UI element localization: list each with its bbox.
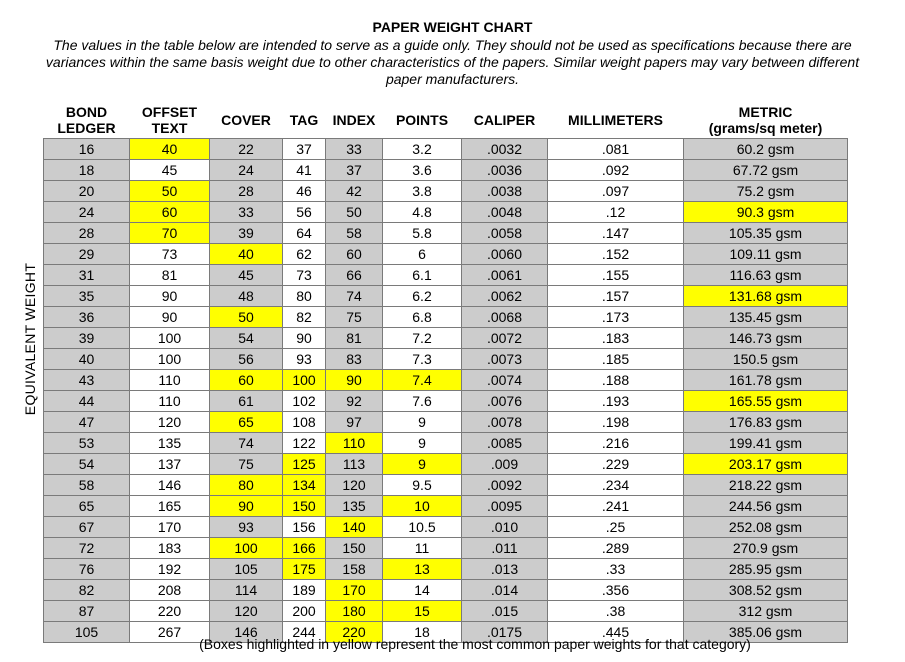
- column-header-millimeters: [548, 101, 684, 139]
- cell-index: 60: [326, 244, 383, 265]
- cell-caliper: .010: [462, 517, 548, 538]
- cell-caliper: .0092: [462, 475, 548, 496]
- chart-title: PAPER WEIGHT CHART: [372, 19, 533, 35]
- cell-caliper: .0038: [462, 181, 548, 202]
- cell-metric: 109.11 gsm: [684, 244, 848, 265]
- equivalent-weight-label: EQUIVALENT WEIGHT: [22, 262, 38, 416]
- cell-millimeters: .185: [548, 349, 684, 370]
- cell-cover: 75: [210, 454, 283, 475]
- cell-metric: 252.08 gsm: [684, 517, 848, 538]
- cell-cover: 65: [210, 412, 283, 433]
- cell-bond: 29: [44, 244, 130, 265]
- cell-offset: 90: [130, 307, 210, 328]
- cell-offset: 90: [130, 286, 210, 307]
- cell-points: 7.2: [383, 328, 462, 349]
- cell-caliper: .0078: [462, 412, 548, 433]
- cell-metric: 67.72 gsm: [684, 160, 848, 181]
- table-row: [44, 349, 848, 370]
- cell-metric: 176.83 gsm: [684, 412, 848, 433]
- cell-tag: 100: [283, 370, 326, 391]
- cell-metric: 75.2 gsm: [684, 181, 848, 202]
- cell-cover: 146: [210, 622, 283, 643]
- cell-index: 37: [326, 160, 383, 181]
- cell-bond: 105: [44, 622, 130, 643]
- column-header-sublabel: LEDGER: [57, 119, 116, 136]
- cell-cover: 22: [210, 139, 283, 160]
- cell-cover: 74: [210, 433, 283, 454]
- cell-points: 9: [383, 454, 462, 475]
- cell-points: 7.4: [383, 370, 462, 391]
- cell-millimeters: .229: [548, 454, 684, 475]
- cell-caliper: .0061: [462, 265, 548, 286]
- cell-bond: 72: [44, 538, 130, 559]
- cell-caliper: .0062: [462, 286, 548, 307]
- cell-cover: 39: [210, 223, 283, 244]
- cell-cover: 61: [210, 391, 283, 412]
- cell-bond: 39: [44, 328, 130, 349]
- cell-metric: 105.35 gsm: [684, 223, 848, 244]
- cell-points: 10.5: [383, 517, 462, 538]
- cell-caliper: .0058: [462, 223, 548, 244]
- cell-points: 10: [383, 496, 462, 517]
- table-row: [44, 160, 848, 181]
- cell-index: 170: [326, 580, 383, 601]
- cell-cover: 56: [210, 349, 283, 370]
- column-header-bond: [44, 101, 130, 139]
- cell-points: 9.5: [383, 475, 462, 496]
- cell-points: 7.6: [383, 391, 462, 412]
- cell-caliper: .0095: [462, 496, 548, 517]
- cell-millimeters: .445: [548, 622, 684, 643]
- column-header-caliper: [462, 101, 548, 139]
- cell-caliper: .0073: [462, 349, 548, 370]
- cell-offset: 135: [130, 433, 210, 454]
- cell-index: 50: [326, 202, 383, 223]
- cell-caliper: .009: [462, 454, 548, 475]
- cell-caliper: .015: [462, 601, 548, 622]
- cell-cover: 50: [210, 307, 283, 328]
- cell-metric: 135.45 gsm: [684, 307, 848, 328]
- cell-millimeters: .188: [548, 370, 684, 391]
- cell-cover: 48: [210, 286, 283, 307]
- cell-tag: 80: [283, 286, 326, 307]
- cell-millimeters: .216: [548, 433, 684, 454]
- cell-tag: 93: [283, 349, 326, 370]
- cell-index: 90: [326, 370, 383, 391]
- cell-index: 158: [326, 559, 383, 580]
- cell-bond: 76: [44, 559, 130, 580]
- table-row: [44, 286, 848, 307]
- cell-bond: 47: [44, 412, 130, 433]
- cell-caliper: .0074: [462, 370, 548, 391]
- cell-caliper: .0076: [462, 391, 548, 412]
- cell-millimeters: .183: [548, 328, 684, 349]
- cell-offset: 137: [130, 454, 210, 475]
- cell-caliper: .0048: [462, 202, 548, 223]
- cell-offset: 70: [130, 223, 210, 244]
- cell-caliper: .0175: [462, 622, 548, 643]
- cell-points: 6.2: [383, 286, 462, 307]
- cell-metric: 244.56 gsm: [684, 496, 848, 517]
- cell-tag: 108: [283, 412, 326, 433]
- cell-bond: 82: [44, 580, 130, 601]
- cell-points: 3.2: [383, 139, 462, 160]
- cell-index: 120: [326, 475, 383, 496]
- cell-millimeters: .38: [548, 601, 684, 622]
- cell-index: 180: [326, 601, 383, 622]
- table-row: [44, 475, 848, 496]
- table-body: [44, 139, 848, 643]
- cell-index: 110: [326, 433, 383, 454]
- cell-tag: 122: [283, 433, 326, 454]
- cell-caliper: .0060: [462, 244, 548, 265]
- cell-millimeters: .152: [548, 244, 684, 265]
- column-header-cover: [210, 101, 283, 139]
- cell-cover: 114: [210, 580, 283, 601]
- column-header-label: INDEX: [332, 111, 376, 128]
- cell-metric: 150.5 gsm: [684, 349, 848, 370]
- cell-offset: 170: [130, 517, 210, 538]
- cell-cover: 93: [210, 517, 283, 538]
- cell-offset: 100: [130, 328, 210, 349]
- table-row: [44, 202, 848, 223]
- cell-metric: 146.73 gsm: [684, 328, 848, 349]
- cell-points: 6.1: [383, 265, 462, 286]
- cell-bond: 58: [44, 475, 130, 496]
- cell-tag: 82: [283, 307, 326, 328]
- cell-caliper: .0032: [462, 139, 548, 160]
- cell-caliper: .013: [462, 559, 548, 580]
- cell-millimeters: .193: [548, 391, 684, 412]
- table-row: [44, 370, 848, 391]
- cell-index: 140: [326, 517, 383, 538]
- cell-caliper: .0085: [462, 433, 548, 454]
- cell-metric: 203.17 gsm: [684, 454, 848, 475]
- table-row: [44, 454, 848, 475]
- cell-index: 42: [326, 181, 383, 202]
- table-row: [44, 580, 848, 601]
- column-header-sublabel: (grams/sq meter): [708, 119, 823, 136]
- cell-tag: 134: [283, 475, 326, 496]
- cell-millimeters: .173: [548, 307, 684, 328]
- cell-metric: 165.55 gsm: [684, 391, 848, 412]
- cell-bond: 87: [44, 601, 130, 622]
- cell-metric: 385.06 gsm: [684, 622, 848, 643]
- cell-points: 18: [383, 622, 462, 643]
- table-row: [44, 181, 848, 202]
- cell-points: 6.8: [383, 307, 462, 328]
- cell-bond: 53: [44, 433, 130, 454]
- cell-tag: 156: [283, 517, 326, 538]
- cell-millimeters: .081: [548, 139, 684, 160]
- cell-index: 75: [326, 307, 383, 328]
- cell-offset: 146: [130, 475, 210, 496]
- table-row: [44, 412, 848, 433]
- column-header-label: TAG: [289, 111, 319, 128]
- cell-points: 7.3: [383, 349, 462, 370]
- cell-bond: 28: [44, 223, 130, 244]
- table-header-row: [44, 101, 848, 139]
- cell-bond: 54: [44, 454, 130, 475]
- cell-index: 58: [326, 223, 383, 244]
- cell-tag: 244: [283, 622, 326, 643]
- cell-points: 15: [383, 601, 462, 622]
- cell-offset: 110: [130, 391, 210, 412]
- cell-millimeters: .155: [548, 265, 684, 286]
- cell-tag: 175: [283, 559, 326, 580]
- footnote: (Boxes highlighted in yellow represent the most common paper weights for that category): [199, 636, 751, 652]
- table-row: [44, 265, 848, 286]
- cell-millimeters: .25: [548, 517, 684, 538]
- table-row: [44, 433, 848, 454]
- cell-caliper: .0068: [462, 307, 548, 328]
- cell-index: 81: [326, 328, 383, 349]
- table-row: [44, 601, 848, 622]
- table-row: [44, 496, 848, 517]
- cell-tag: 64: [283, 223, 326, 244]
- cell-metric: 116.63 gsm: [684, 265, 848, 286]
- cell-bond: 36: [44, 307, 130, 328]
- cell-offset: 100: [130, 349, 210, 370]
- cell-bond: 35: [44, 286, 130, 307]
- table-row: [44, 517, 848, 538]
- cell-index: 66: [326, 265, 383, 286]
- cell-offset: 110: [130, 370, 210, 391]
- cell-millimeters: .157: [548, 286, 684, 307]
- cell-metric: 161.78 gsm: [684, 370, 848, 391]
- cell-offset: 165: [130, 496, 210, 517]
- cell-points: 9: [383, 433, 462, 454]
- cell-offset: 81: [130, 265, 210, 286]
- cell-cover: 105: [210, 559, 283, 580]
- cell-cover: 28: [210, 181, 283, 202]
- cell-cover: 80: [210, 475, 283, 496]
- cell-bond: 43: [44, 370, 130, 391]
- cell-metric: 199.41 gsm: [684, 433, 848, 454]
- cell-index: 74: [326, 286, 383, 307]
- cell-tag: 37: [283, 139, 326, 160]
- cell-bond: 31: [44, 265, 130, 286]
- cell-tag: 166: [283, 538, 326, 559]
- cell-cover: 40: [210, 244, 283, 265]
- cell-index: 220: [326, 622, 383, 643]
- cell-caliper: .0036: [462, 160, 548, 181]
- cell-metric: 131.68 gsm: [684, 286, 848, 307]
- column-header-points: [383, 101, 462, 139]
- cell-cover: 60: [210, 370, 283, 391]
- cell-points: 11: [383, 538, 462, 559]
- cell-caliper: .011: [462, 538, 548, 559]
- cell-millimeters: .234: [548, 475, 684, 496]
- table-row: [44, 391, 848, 412]
- column-header-label: BOND: [65, 103, 108, 120]
- cell-millimeters: .289: [548, 538, 684, 559]
- cell-millimeters: .33: [548, 559, 684, 580]
- cell-metric: 270.9 gsm: [684, 538, 848, 559]
- column-header-metric: [684, 101, 848, 139]
- cell-index: 92: [326, 391, 383, 412]
- cell-points: 13: [383, 559, 462, 580]
- column-header-index: [326, 101, 383, 139]
- cell-millimeters: .198: [548, 412, 684, 433]
- cell-cover: 45: [210, 265, 283, 286]
- cell-metric: 60.2 gsm: [684, 139, 848, 160]
- cell-bond: 67: [44, 517, 130, 538]
- table-row: [44, 244, 848, 265]
- table-row: [44, 307, 848, 328]
- cell-millimeters: .241: [548, 496, 684, 517]
- cell-offset: 267: [130, 622, 210, 643]
- cell-bond: 40: [44, 349, 130, 370]
- cell-cover: 24: [210, 160, 283, 181]
- cell-index: 150: [326, 538, 383, 559]
- column-header-label: OFFSET: [141, 103, 198, 120]
- table-row: [44, 223, 848, 244]
- cell-bond: 20: [44, 181, 130, 202]
- cell-index: 83: [326, 349, 383, 370]
- cell-cover: 54: [210, 328, 283, 349]
- cell-metric: 308.52 gsm: [684, 580, 848, 601]
- cell-offset: 120: [130, 412, 210, 433]
- cell-bond: 24: [44, 202, 130, 223]
- column-header-label: CALIPER: [473, 111, 536, 128]
- cell-metric: 218.22 gsm: [684, 475, 848, 496]
- column-header-sublabel: TEXT: [151, 119, 188, 136]
- cell-bond: 44: [44, 391, 130, 412]
- cell-offset: 183: [130, 538, 210, 559]
- cell-index: 113: [326, 454, 383, 475]
- cell-offset: 192: [130, 559, 210, 580]
- cell-tag: 56: [283, 202, 326, 223]
- column-header-label: COVER: [221, 111, 271, 128]
- cell-tag: 125: [283, 454, 326, 475]
- cell-offset: 45: [130, 160, 210, 181]
- cell-points: 4.8: [383, 202, 462, 223]
- cell-caliper: .0072: [462, 328, 548, 349]
- paper-weight-table: [43, 101, 848, 643]
- cell-offset: 73: [130, 244, 210, 265]
- cell-cover: 90: [210, 496, 283, 517]
- table-row: [44, 538, 848, 559]
- cell-cover: 100: [210, 538, 283, 559]
- cell-points: 14: [383, 580, 462, 601]
- cell-bond: 18: [44, 160, 130, 181]
- column-header-offset: [130, 101, 210, 139]
- cell-offset: 220: [130, 601, 210, 622]
- cell-offset: 50: [130, 181, 210, 202]
- cell-tag: 62: [283, 244, 326, 265]
- table-row: [44, 559, 848, 580]
- cell-bond: 65: [44, 496, 130, 517]
- cell-tag: 90: [283, 328, 326, 349]
- cell-tag: 200: [283, 601, 326, 622]
- cell-millimeters: .147: [548, 223, 684, 244]
- cell-offset: 60: [130, 202, 210, 223]
- cell-tag: 41: [283, 160, 326, 181]
- column-header-label: METRIC: [738, 103, 793, 120]
- cell-points: 9: [383, 412, 462, 433]
- cell-tag: 150: [283, 496, 326, 517]
- table-row: [44, 139, 848, 160]
- cell-tag: 102: [283, 391, 326, 412]
- cell-cover: 33: [210, 202, 283, 223]
- cell-points: 3.6: [383, 160, 462, 181]
- table-row: [44, 328, 848, 349]
- cell-points: 3.8: [383, 181, 462, 202]
- cell-bond: 16: [44, 139, 130, 160]
- column-header-tag: [283, 101, 326, 139]
- cell-tag: 73: [283, 265, 326, 286]
- column-header-label: MILLIMETERS: [568, 111, 663, 128]
- cell-cover: 120: [210, 601, 283, 622]
- cell-tag: 189: [283, 580, 326, 601]
- cell-metric: 90.3 gsm: [684, 202, 848, 223]
- cell-points: 6: [383, 244, 462, 265]
- cell-offset: 40: [130, 139, 210, 160]
- cell-millimeters: .097: [548, 181, 684, 202]
- cell-millimeters: .092: [548, 160, 684, 181]
- cell-metric: 285.95 gsm: [684, 559, 848, 580]
- cell-index: 97: [326, 412, 383, 433]
- cell-millimeters: .356: [548, 580, 684, 601]
- cell-points: 5.8: [383, 223, 462, 244]
- cell-offset: 208: [130, 580, 210, 601]
- cell-metric: 312 gsm: [684, 601, 848, 622]
- cell-index: 33: [326, 139, 383, 160]
- column-header-label: POINTS: [395, 111, 449, 128]
- intro-disclaimer: The values in the table below are intended to serve as a guide only. They should not be used as specifications because there are variances within the same basis weight due to other characteristics of the papers. Similar weight papers may vary between different paper manufacturers.: [45, 37, 860, 87]
- cell-tag: 46: [283, 181, 326, 202]
- cell-millimeters: .12: [548, 202, 684, 223]
- cell-index: 135: [326, 496, 383, 517]
- cell-caliper: .014: [462, 580, 548, 601]
